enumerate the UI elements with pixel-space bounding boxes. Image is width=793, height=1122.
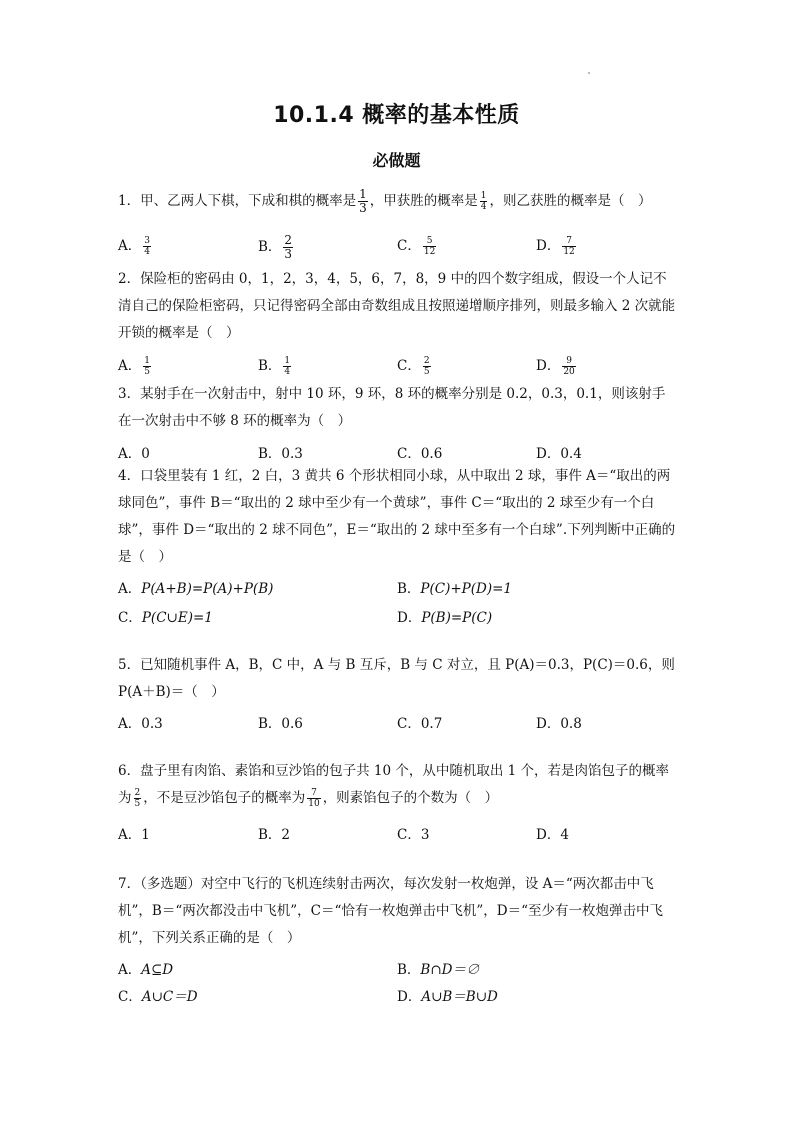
- scan-speck: [588, 72, 590, 74]
- option-a: A． $\frac{1}{5}$: [118, 356, 150, 377]
- option-a: A．A⊆D: [118, 962, 174, 978]
- fraction: $\frac{1}{4}$: [284, 356, 291, 377]
- question-6: [118, 758, 678, 812]
- question-number: 2．: [118, 271, 141, 287]
- option-c: C． $\frac{5}{12}$: [397, 236, 436, 257]
- option-c: C．3: [397, 827, 430, 843]
- option-b: B．2: [258, 827, 291, 843]
- question-2-options: [118, 354, 678, 378]
- question-number: 6．: [118, 763, 141, 779]
- option-b: B．P(C)+P(D)=1: [397, 581, 513, 597]
- question-7-options-row1: [118, 958, 678, 982]
- question-2: [118, 266, 678, 347]
- option-b: B．0.3: [258, 446, 303, 462]
- question-1-options: [118, 233, 678, 261]
- section-title: 必做题: [372, 151, 421, 170]
- fraction: $\frac{2}{5}$: [423, 356, 430, 377]
- question-number: 4．: [118, 468, 141, 484]
- option-d: D．0.4: [536, 446, 582, 462]
- fraction: $\frac{7}{10}$: [308, 788, 320, 809]
- question-text: 某射手在一次射击中，射中 10 环，9 环，8 环的概率分别是 0.2，0.3，0.1，则该射手在一次射击中不够 8 环的概率为（ ）: [118, 386, 666, 429]
- question-text: ，不是豆沙馅包子的概率为: [143, 790, 306, 806]
- option-b: B．0.6: [258, 716, 303, 732]
- fraction: $\frac{2}{5}$: [134, 788, 141, 809]
- option-d: D．0.8: [536, 716, 582, 732]
- question-3: [118, 381, 678, 435]
- option-b: B．B∩D＝∅: [397, 962, 480, 978]
- question-text: 甲、乙两人下棋，下成和棋的概率是: [140, 193, 357, 209]
- option-a: A．P(A+B)=P(A)+P(B): [118, 581, 274, 597]
- question-7-options-row2: [118, 985, 678, 1009]
- question-text: 盘子里有肉馅、素馅和豆沙馅的包子共 10 个，从中随机取出 1 个，若是肉馅包子的概率为: [118, 763, 670, 806]
- question-number: 5．: [118, 657, 141, 673]
- question-6-options: [118, 823, 678, 847]
- option-a: A． $\frac{3}{4}$: [118, 236, 150, 257]
- fraction: $\frac{7}{12}$: [563, 236, 575, 257]
- question-number: 3．: [118, 386, 141, 402]
- fraction: $\frac{5}{12}$: [423, 236, 436, 257]
- question-number: 7．: [118, 876, 141, 892]
- question-4-options-row2: [118, 606, 678, 630]
- question-5-options: [118, 712, 678, 736]
- question-text: 保险柜的密码由 0，1，2，3，4，5，6，7，8，9 中的四个数字组成，假设一个人记不清自己的保险柜密码，只记得密码全部由奇数组成且按照递增顺序排列，则最多输入 2 次就能开锁的概率是（ ）: [118, 271, 676, 341]
- question-4: [118, 463, 678, 571]
- option-a: A．0.3: [118, 716, 163, 732]
- question-text: 口袋里装有 1 红，2 白，3 黄共 6 个形状相同小球，从中取出 2 球，事件 A＝“取出的两球同色”，事件 B＝“取出的 2 球中至少有一个黄球”，事件 C＝“取出的 2 球至少有一个白球”，事件 D＝“取出的 2 球不同色”，E＝“取出的 2 球中至多有一个白球”.下列判断中正确的是（ ）: [118, 468, 676, 565]
- option-b: B． $\frac{1}{4}$: [258, 356, 291, 377]
- fraction: $\frac{3}{4}$: [144, 236, 150, 257]
- option-c: C． $\frac{2}{5}$: [397, 356, 430, 377]
- question-text: ，则素馅包子的个数为（ ）: [322, 790, 499, 806]
- option-d: D． $\frac{7}{12}$: [536, 236, 575, 257]
- option-c: C．0.7: [397, 716, 443, 732]
- question-text: ，则乙获胜的概率是（ ）: [489, 193, 652, 209]
- option-c: C．0.6: [397, 446, 443, 462]
- option-c: C．P(C∪E)=1: [118, 610, 213, 626]
- page-title: 10.1.4 概率的基本性质: [273, 103, 520, 128]
- option-d: D．A∪B＝B∪D: [397, 989, 498, 1005]
- option-a: A．0: [118, 446, 150, 462]
- option-b: B． $\frac{2}{3}$: [258, 233, 293, 261]
- fraction: $\frac{9}{20}$: [563, 356, 575, 377]
- question-text: 已知随机事件 A，B，C 中，A 与 B 互斥，B 与 C 对立，且 P(A)＝0.3，P(C)＝0.6，则 P(A＋B)＝（ ）: [118, 657, 675, 700]
- question-number: 1．: [118, 193, 141, 209]
- option-d: D． $\frac{9}{20}$: [536, 356, 575, 377]
- question-text: （多选题）对空中飞行的飞机连续射击两次，每次发射一枚炮弹，设 A＝“两次都击中飞机”，B＝“两次都没击中飞机”，C＝“恰有一枚炮弹击中飞机”，D＝“至少有一枚炮弹击中飞机”，下列关系正确的是（ ）: [118, 876, 663, 946]
- option-c: C．A∪C＝D: [118, 989, 198, 1005]
- option-d: D．P(B)=P(C): [397, 610, 493, 626]
- fraction: $\frac{1}{3}$: [359, 187, 367, 215]
- question-5: [118, 652, 678, 706]
- question-text: ，甲获胜的概率是: [369, 193, 478, 209]
- question-7: [118, 871, 678, 952]
- question-4-options-row1: [118, 577, 678, 601]
- option-d: D．4: [536, 827, 569, 843]
- fraction: $\frac{1}{4}$: [480, 191, 487, 212]
- question-1: [118, 188, 678, 215]
- option-a: A．1: [118, 827, 150, 843]
- fraction: $\frac{1}{5}$: [144, 356, 150, 377]
- fraction: $\frac{2}{3}$: [284, 233, 293, 261]
